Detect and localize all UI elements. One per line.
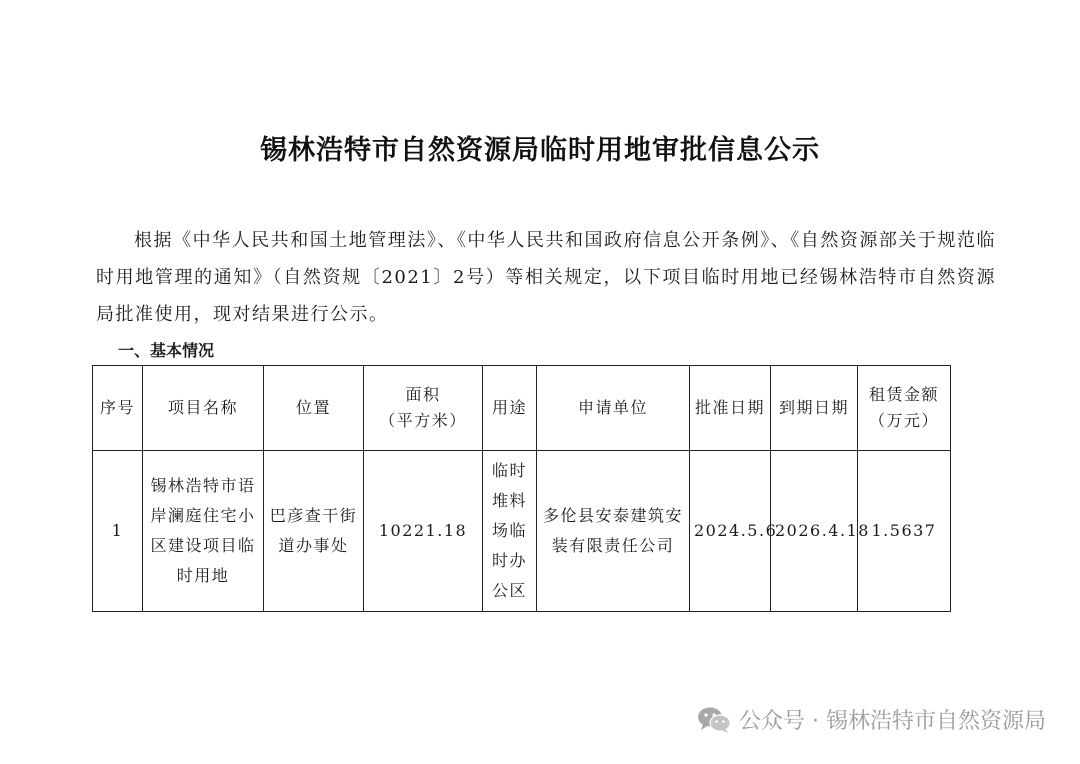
cell-approval-date: 2024.5.6 (690, 451, 771, 612)
header-expiry-date: 到期日期 (771, 366, 858, 451)
header-seq: 序号 (93, 366, 143, 451)
header-rent (858, 366, 951, 451)
cell-location: 巴彦查干街道办事处 (264, 451, 364, 612)
cell-rent: 1.5637 (858, 451, 951, 612)
cell-expiry-date: 2026.4.18 (771, 451, 858, 612)
header-rent-line1: 租赁金额 (868, 385, 939, 404)
cell-area: 10221.18 (364, 451, 483, 612)
header-usage: 用途 (483, 366, 537, 451)
intro-text: 根据《中华人民共和国土地管理法》、《中华人民共和国政府信息公开条例》、《自然资源部关于规范临时用地管理的通知》（自然资规〔2021〕2号）等相关规定，以下项目临时用地已经锡林浩特市自然资源局批准使用，现对结果进行公示。 (96, 230, 996, 325)
header-location: 位置 (264, 366, 364, 451)
page-title: 锡林浩特市自然资源局临时用地审批信息公示 (260, 135, 820, 166)
watermark-text: 公众号 · 锡林浩特市自然资源局 (739, 709, 1046, 734)
table-header-row (93, 366, 951, 451)
header-project-name: 项目名称 (143, 366, 264, 451)
cell-project-name: 锡林浩特市语岸澜庭住宅小区建设项目临时用地 (143, 451, 264, 612)
header-area-line2: （平方米） (379, 411, 467, 430)
watermark (697, 704, 1046, 735)
header-rent-line2: （万元） (868, 411, 939, 430)
table-row (93, 451, 951, 612)
wechat-icon (697, 706, 731, 734)
cell-applicant: 多伦县安泰建筑安装有限责任公司 (537, 451, 690, 612)
header-area (364, 366, 483, 451)
header-approval-date: 批准日期 (690, 366, 771, 451)
header-area-line1: 面积 (405, 385, 441, 404)
intro-paragraph (96, 222, 996, 333)
cell-usage: 临时堆料场临时办公区 (483, 451, 537, 612)
header-applicant: 申请单位 (537, 366, 690, 451)
approval-table (92, 365, 951, 612)
cell-seq: 1 (93, 451, 143, 612)
section-heading: 一、基本情况 (118, 341, 215, 360)
